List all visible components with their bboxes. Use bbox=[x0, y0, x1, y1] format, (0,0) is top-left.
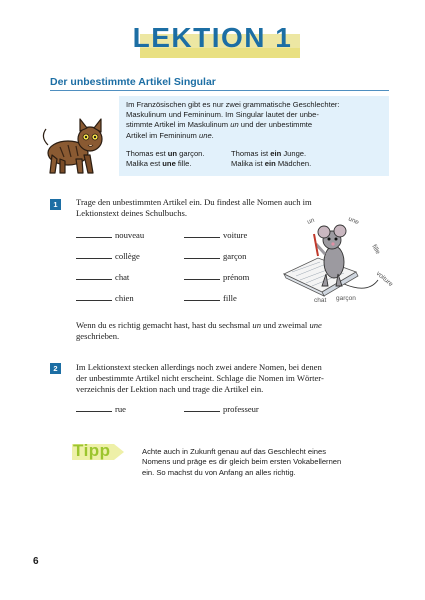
answer-blank[interactable] bbox=[184, 230, 220, 238]
fill-in-item[interactable]: professeur bbox=[184, 404, 259, 414]
grammar-explanation: Im Französischen gibt es nur zwei grammatische Geschlechter: Maskulinum und Femininum. Im Singular lautet der unbe- stimmte Artikel im Maskulinum un und der unbestimmte Artikel im Femininum une. bbox=[126, 100, 340, 140]
fill-in-item[interactable]: fille bbox=[184, 293, 237, 303]
exercise-number-2: 2 bbox=[50, 363, 61, 374]
fill-in-item[interactable]: rue bbox=[76, 404, 126, 414]
exercise-1-note: Wenn du es richtig gemacht hast, hast du sechsmal un und zweimal une geschrieben. bbox=[76, 320, 322, 342]
exercise-number-1: 1 bbox=[50, 199, 61, 210]
answer-blank[interactable] bbox=[184, 404, 220, 412]
french-examples: Thomas est un garçon. Malika est une fille. bbox=[126, 149, 205, 169]
answer-blank[interactable] bbox=[184, 272, 220, 280]
answer-blank[interactable] bbox=[76, 230, 112, 238]
answer-blank[interactable] bbox=[76, 272, 112, 280]
answer-blank[interactable] bbox=[76, 251, 112, 259]
cat-illustration bbox=[38, 115, 108, 177]
fill-in-item[interactable]: chien bbox=[76, 293, 134, 303]
illustration-word: une bbox=[347, 215, 360, 227]
fill-in-item[interactable]: chat bbox=[76, 272, 129, 282]
tipp-label: Tipp bbox=[73, 441, 111, 460]
german-examples: Thomas ist ein Junge. Malika ist ein Mädchen. bbox=[231, 149, 312, 169]
illustration-word: fille bbox=[370, 243, 382, 256]
page-title: LEKTION 1 bbox=[132, 22, 293, 53]
exercise-2-instruction: Im Lektionstext stecken allerdings noch zwei andere Nomen, bei denen der unbestimmte Artikel nicht erscheint. Schlage die Nomen im Wörter- verzeichnis der Lektion nach und trage die Artikel ein. bbox=[76, 362, 324, 395]
answer-blank[interactable] bbox=[184, 293, 220, 301]
section-divider bbox=[50, 90, 389, 91]
answer-blank[interactable] bbox=[76, 404, 112, 412]
fill-in-item[interactable]: garçon bbox=[184, 251, 246, 261]
page-number: 6 bbox=[33, 556, 39, 567]
illustration-word: chat bbox=[314, 297, 327, 304]
answer-blank[interactable] bbox=[184, 251, 220, 259]
answer-blank[interactable] bbox=[76, 293, 112, 301]
exercise-1-instruction: Trage den unbestimmten Artikel ein. Du findest alle Nomen auch im Lektionstext deines Schulbuchs. bbox=[76, 197, 312, 219]
section-heading: Der unbestimmte Artikel Singular bbox=[50, 76, 216, 88]
fill-in-item[interactable]: voiture bbox=[184, 230, 247, 240]
illustration-word: un bbox=[306, 216, 316, 226]
illustration-word: garçon bbox=[336, 295, 356, 302]
fill-in-item[interactable]: collège bbox=[76, 251, 140, 261]
tipp-text: Achte auch in Zukunft genau auf das Geschlecht eines Nomens und präge es dir gleich beim ersten Vokabellernen ein. So machst du von Anfang an alles richtig. bbox=[142, 447, 342, 477]
grammar-info-box bbox=[119, 96, 389, 176]
fill-in-item[interactable]: prénom bbox=[184, 272, 249, 282]
fill-in-item[interactable]: nouveau bbox=[76, 230, 144, 240]
illustration-word: voiture bbox=[374, 270, 395, 289]
mouse-book-illustration bbox=[278, 214, 398, 306]
